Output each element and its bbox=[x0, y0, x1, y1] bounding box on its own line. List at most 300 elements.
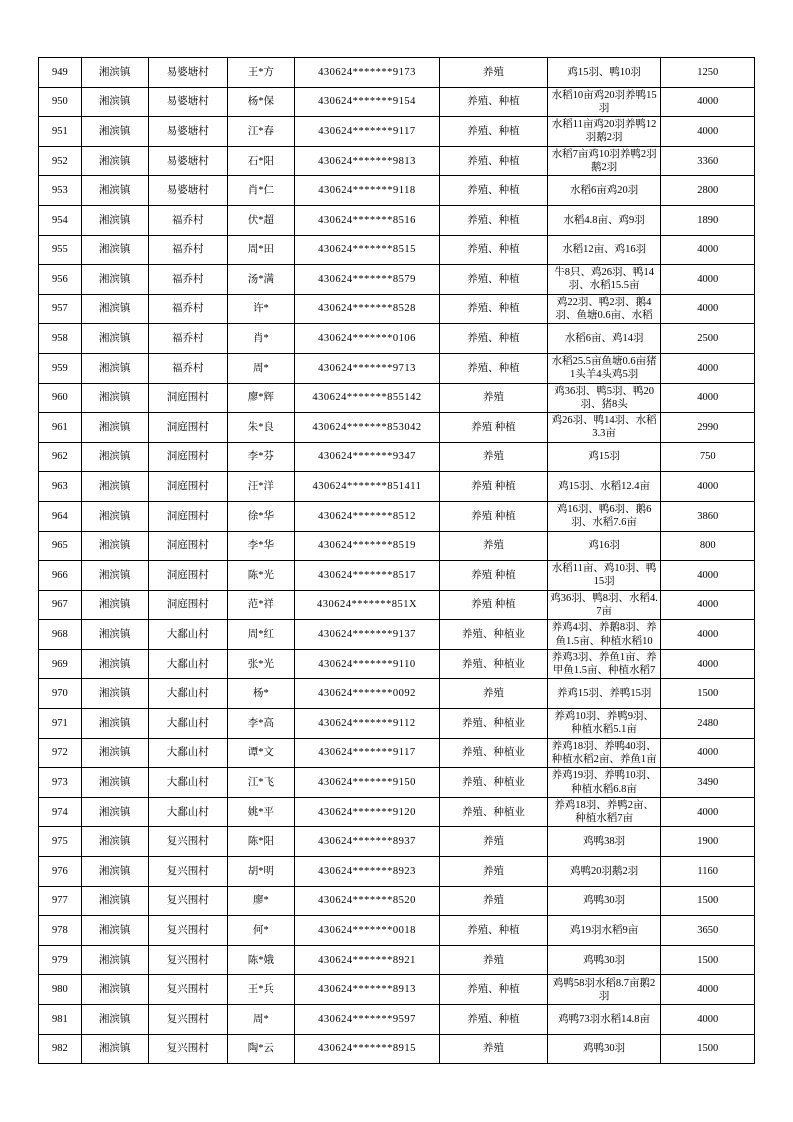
cell-no: 972 bbox=[39, 738, 82, 768]
cell-village: 洞庭围村 bbox=[148, 590, 227, 620]
cell-id: 430624*******9110 bbox=[294, 649, 439, 679]
cell-village: 洞庭围村 bbox=[148, 531, 227, 561]
cell-no: 954 bbox=[39, 205, 82, 235]
cell-amount: 4000 bbox=[661, 738, 755, 768]
table-row bbox=[39, 916, 755, 946]
cell-content: 水稻6亩鸡20羽 bbox=[547, 176, 661, 206]
cell-content: 鸡16羽 bbox=[547, 531, 661, 561]
cell-town: 湘滨镇 bbox=[81, 531, 148, 561]
cell-no: 971 bbox=[39, 709, 82, 739]
cell-no: 963 bbox=[39, 472, 82, 502]
cell-no: 959 bbox=[39, 353, 82, 383]
cell-id: 430624*******851X bbox=[294, 590, 439, 620]
cell-content: 鸡19羽水稻9亩 bbox=[547, 916, 661, 946]
cell-content: 鸡鸭38羽 bbox=[547, 827, 661, 857]
cell-id: 430624*******9117 bbox=[294, 738, 439, 768]
cell-no: 980 bbox=[39, 975, 82, 1005]
cell-type: 养殖 bbox=[440, 886, 548, 916]
cell-town: 湘滨镇 bbox=[81, 383, 148, 413]
cell-type: 养殖、种植 bbox=[440, 205, 548, 235]
cell-town: 湘滨镇 bbox=[81, 590, 148, 620]
cell-name: 石*阳 bbox=[227, 146, 294, 176]
cell-town: 湘滨镇 bbox=[81, 620, 148, 650]
cell-type: 养殖 种植 bbox=[440, 590, 548, 620]
cell-village: 洞庭围村 bbox=[148, 561, 227, 591]
cell-amount: 4000 bbox=[661, 117, 755, 147]
table-row bbox=[39, 1005, 755, 1035]
cell-village: 易婆塘村 bbox=[148, 58, 227, 88]
table-row bbox=[39, 886, 755, 916]
cell-name: 伏*超 bbox=[227, 205, 294, 235]
cell-name: 李*华 bbox=[227, 531, 294, 561]
table-row bbox=[39, 294, 755, 324]
cell-id: 430624*******9154 bbox=[294, 87, 439, 117]
cell-village: 洞庭围村 bbox=[148, 442, 227, 472]
cell-name: 肖*仁 bbox=[227, 176, 294, 206]
cell-type: 养殖 bbox=[440, 1034, 548, 1064]
cell-no: 952 bbox=[39, 146, 82, 176]
cell-name: 王*兵 bbox=[227, 975, 294, 1005]
cell-village: 复兴围村 bbox=[148, 886, 227, 916]
cell-type: 养殖、种植 bbox=[440, 87, 548, 117]
cell-name: 周*田 bbox=[227, 235, 294, 265]
cell-town: 湘滨镇 bbox=[81, 709, 148, 739]
cell-content: 养鸡18羽、养鸭40羽、种植水稻2亩、养鱼1亩 bbox=[547, 738, 661, 768]
cell-id: 430624*******9713 bbox=[294, 353, 439, 383]
cell-type: 养殖、种植业 bbox=[440, 709, 548, 739]
cell-village: 洞庭围村 bbox=[148, 413, 227, 443]
cell-name: 周*红 bbox=[227, 620, 294, 650]
cell-amount: 3650 bbox=[661, 916, 755, 946]
cell-name: 李*芬 bbox=[227, 442, 294, 472]
cell-id: 430624*******8579 bbox=[294, 265, 439, 295]
cell-amount: 4000 bbox=[661, 975, 755, 1005]
cell-amount: 4000 bbox=[661, 87, 755, 117]
cell-village: 易婆塘村 bbox=[148, 117, 227, 147]
table-row bbox=[39, 265, 755, 295]
cell-village: 洞庭围村 bbox=[148, 472, 227, 502]
cell-name: 张*光 bbox=[227, 649, 294, 679]
cell-id: 430624*******8937 bbox=[294, 827, 439, 857]
cell-id: 430624*******8915 bbox=[294, 1034, 439, 1064]
table-row bbox=[39, 472, 755, 502]
cell-content: 鸡15羽 bbox=[547, 442, 661, 472]
cell-no: 957 bbox=[39, 294, 82, 324]
table-row bbox=[39, 857, 755, 887]
cell-type: 养殖、种植 bbox=[440, 235, 548, 265]
cell-id: 430624*******8921 bbox=[294, 945, 439, 975]
cell-town: 湘滨镇 bbox=[81, 146, 148, 176]
cell-town: 湘滨镇 bbox=[81, 827, 148, 857]
table-row bbox=[39, 945, 755, 975]
cell-name: 汪*洋 bbox=[227, 472, 294, 502]
cell-no: 982 bbox=[39, 1034, 82, 1064]
table-row bbox=[39, 827, 755, 857]
cell-amount: 4000 bbox=[661, 472, 755, 502]
cell-id: 430624*******8519 bbox=[294, 531, 439, 561]
cell-name: 肖* bbox=[227, 324, 294, 354]
cell-id: 430624*******0018 bbox=[294, 916, 439, 946]
cell-village: 复兴围村 bbox=[148, 857, 227, 887]
cell-name: 胡*明 bbox=[227, 857, 294, 887]
cell-name: 汤*满 bbox=[227, 265, 294, 295]
cell-name: 周* bbox=[227, 1005, 294, 1035]
cell-name: 何* bbox=[227, 916, 294, 946]
table-row bbox=[39, 205, 755, 235]
cell-no: 974 bbox=[39, 797, 82, 827]
cell-type: 养殖、种植业 bbox=[440, 797, 548, 827]
cell-content: 水稻12亩、鸡16羽 bbox=[547, 235, 661, 265]
table-row bbox=[39, 797, 755, 827]
cell-town: 湘滨镇 bbox=[81, 472, 148, 502]
cell-town: 湘滨镇 bbox=[81, 501, 148, 531]
cell-id: 430624*******9120 bbox=[294, 797, 439, 827]
cell-town: 湘滨镇 bbox=[81, 205, 148, 235]
cell-type: 养殖 bbox=[440, 531, 548, 561]
cell-id: 430624*******8517 bbox=[294, 561, 439, 591]
cell-village: 大鄱山村 bbox=[148, 709, 227, 739]
table-row bbox=[39, 768, 755, 798]
cell-amount: 2500 bbox=[661, 324, 755, 354]
cell-id: 430624*******9137 bbox=[294, 620, 439, 650]
cell-name: 杨* bbox=[227, 679, 294, 709]
cell-town: 湘滨镇 bbox=[81, 294, 148, 324]
cell-no: 962 bbox=[39, 442, 82, 472]
table-row bbox=[39, 620, 755, 650]
cell-amount: 1900 bbox=[661, 827, 755, 857]
cell-type: 养殖、种植 bbox=[440, 117, 548, 147]
cell-amount: 4000 bbox=[661, 649, 755, 679]
cell-type: 养殖 bbox=[440, 857, 548, 887]
cell-content: 水稻11亩、鸡10羽、鸭15羽 bbox=[547, 561, 661, 591]
table-body bbox=[39, 58, 755, 1064]
table-row bbox=[39, 383, 755, 413]
cell-amount: 4000 bbox=[661, 1005, 755, 1035]
cell-town: 湘滨镇 bbox=[81, 117, 148, 147]
cell-content: 鸡16羽、鸭6羽、鹅6羽、水稻7.6亩 bbox=[547, 501, 661, 531]
cell-content: 牛8只、鸡26羽、鸭14羽、水稻15.5亩 bbox=[547, 265, 661, 295]
cell-no: 966 bbox=[39, 561, 82, 591]
cell-town: 湘滨镇 bbox=[81, 797, 148, 827]
cell-amount: 1500 bbox=[661, 945, 755, 975]
cell-type: 养殖 种植 bbox=[440, 472, 548, 502]
cell-content: 养鸡4羽、养鹅8羽、养鱼1.5亩、种植水稻10 bbox=[547, 620, 661, 650]
cell-town: 湘滨镇 bbox=[81, 679, 148, 709]
cell-type: 养殖 bbox=[440, 827, 548, 857]
cell-name: 廖* bbox=[227, 886, 294, 916]
cell-content: 养鸡3羽、养鱼1亩、养甲鱼1.5亩、种植水稻7 bbox=[547, 649, 661, 679]
cell-no: 975 bbox=[39, 827, 82, 857]
table-row bbox=[39, 353, 755, 383]
cell-town: 湘滨镇 bbox=[81, 916, 148, 946]
cell-village: 大鄱山村 bbox=[148, 768, 227, 798]
cell-village: 福乔村 bbox=[148, 294, 227, 324]
cell-no: 955 bbox=[39, 235, 82, 265]
cell-id: 430624*******9150 bbox=[294, 768, 439, 798]
cell-content: 水稻11亩鸡20羽养鸭12羽鹅2羽 bbox=[547, 117, 661, 147]
cell-name: 王*方 bbox=[227, 58, 294, 88]
cell-type: 养殖 种植 bbox=[440, 501, 548, 531]
cell-name: 陶*云 bbox=[227, 1034, 294, 1064]
cell-no: 977 bbox=[39, 886, 82, 916]
cell-id: 430624*******8923 bbox=[294, 857, 439, 887]
cell-type: 养殖、种植 bbox=[440, 916, 548, 946]
cell-id: 430624*******9117 bbox=[294, 117, 439, 147]
cell-name: 周* bbox=[227, 353, 294, 383]
cell-amount: 1500 bbox=[661, 679, 755, 709]
cell-type: 养殖、种植业 bbox=[440, 620, 548, 650]
cell-village: 大鄱山村 bbox=[148, 797, 227, 827]
cell-no: 970 bbox=[39, 679, 82, 709]
cell-no: 964 bbox=[39, 501, 82, 531]
cell-village: 大鄱山村 bbox=[148, 679, 227, 709]
cell-type: 养殖 bbox=[440, 679, 548, 709]
cell-village: 大鄱山村 bbox=[148, 738, 227, 768]
cell-content: 水稻25.5亩鱼塘0.6亩猪1头羊4头鸡5羽 bbox=[547, 353, 661, 383]
cell-id: 430624*******8515 bbox=[294, 235, 439, 265]
cell-name: 陈*阳 bbox=[227, 827, 294, 857]
cell-content: 鸡26羽、鸭14羽、水稻3.3亩 bbox=[547, 413, 661, 443]
cell-id: 430624*******8512 bbox=[294, 501, 439, 531]
cell-content: 水稻6亩、鸡14羽 bbox=[547, 324, 661, 354]
cell-amount: 1500 bbox=[661, 886, 755, 916]
cell-content: 水稻4.8亩、鸡9羽 bbox=[547, 205, 661, 235]
table-row bbox=[39, 561, 755, 591]
cell-type: 养殖、种植 bbox=[440, 975, 548, 1005]
cell-amount: 3360 bbox=[661, 146, 755, 176]
cell-town: 湘滨镇 bbox=[81, 58, 148, 88]
cell-village: 福乔村 bbox=[148, 235, 227, 265]
table-row bbox=[39, 531, 755, 561]
cell-content: 水稻10亩鸡20羽养鸭15羽 bbox=[547, 87, 661, 117]
cell-content: 鸡22羽、鸭2羽、鹅4羽、鱼塘0.6亩、水稻 bbox=[547, 294, 661, 324]
cell-town: 湘滨镇 bbox=[81, 265, 148, 295]
cell-content: 水稻7亩鸡10羽养鸭2羽鹅2羽 bbox=[547, 146, 661, 176]
table-row bbox=[39, 87, 755, 117]
cell-town: 湘滨镇 bbox=[81, 442, 148, 472]
cell-amount: 1500 bbox=[661, 1034, 755, 1064]
table-row bbox=[39, 590, 755, 620]
table-row bbox=[39, 235, 755, 265]
cell-name: 江*飞 bbox=[227, 768, 294, 798]
table-row bbox=[39, 442, 755, 472]
cell-no: 978 bbox=[39, 916, 82, 946]
cell-amount: 2800 bbox=[661, 176, 755, 206]
table-row bbox=[39, 58, 755, 88]
cell-amount: 750 bbox=[661, 442, 755, 472]
cell-type: 养殖 bbox=[440, 945, 548, 975]
cell-amount: 2480 bbox=[661, 709, 755, 739]
cell-type: 养殖、种植 bbox=[440, 353, 548, 383]
cell-content: 鸡鸭58羽水稻8.7亩鹅2羽 bbox=[547, 975, 661, 1005]
cell-type: 养殖 种植 bbox=[440, 561, 548, 591]
cell-no: 968 bbox=[39, 620, 82, 650]
cell-amount: 1250 bbox=[661, 58, 755, 88]
cell-content: 养鸡10羽、养鸭9羽、种植水稻5.1亩 bbox=[547, 709, 661, 739]
cell-amount: 4000 bbox=[661, 620, 755, 650]
cell-amount: 2990 bbox=[661, 413, 755, 443]
cell-name: 徐*华 bbox=[227, 501, 294, 531]
cell-type: 养殖 bbox=[440, 442, 548, 472]
cell-village: 复兴围村 bbox=[148, 916, 227, 946]
cell-no: 951 bbox=[39, 117, 82, 147]
cell-content: 鸡15羽、水稻12.4亩 bbox=[547, 472, 661, 502]
cell-type: 养殖、种植 bbox=[440, 265, 548, 295]
cell-content: 鸡36羽、鸭5羽、鸭20羽、猪8头 bbox=[547, 383, 661, 413]
cell-village: 复兴围村 bbox=[148, 1005, 227, 1035]
cell-content: 鸡鸭73羽水稻14.8亩 bbox=[547, 1005, 661, 1035]
cell-town: 湘滨镇 bbox=[81, 353, 148, 383]
table-row bbox=[39, 975, 755, 1005]
cell-town: 湘滨镇 bbox=[81, 886, 148, 916]
cell-id: 430624*******9813 bbox=[294, 146, 439, 176]
cell-id: 430624*******8528 bbox=[294, 294, 439, 324]
cell-id: 430624*******9173 bbox=[294, 58, 439, 88]
cell-id: 430624*******8520 bbox=[294, 886, 439, 916]
cell-id: 430624*******9118 bbox=[294, 176, 439, 206]
cell-amount: 1160 bbox=[661, 857, 755, 887]
cell-amount: 4000 bbox=[661, 590, 755, 620]
cell-id: 430624*******9112 bbox=[294, 709, 439, 739]
cell-village: 复兴围村 bbox=[148, 975, 227, 1005]
table-row bbox=[39, 413, 755, 443]
cell-village: 复兴围村 bbox=[148, 1034, 227, 1064]
cell-village: 福乔村 bbox=[148, 353, 227, 383]
cell-town: 湘滨镇 bbox=[81, 857, 148, 887]
cell-type: 养殖 种植 bbox=[440, 413, 548, 443]
cell-id: 430624*******0092 bbox=[294, 679, 439, 709]
cell-amount: 4000 bbox=[661, 797, 755, 827]
cell-id: 430624*******9597 bbox=[294, 1005, 439, 1035]
cell-type: 养殖、种植业 bbox=[440, 738, 548, 768]
cell-town: 湘滨镇 bbox=[81, 768, 148, 798]
cell-town: 湘滨镇 bbox=[81, 176, 148, 206]
table-row bbox=[39, 176, 755, 206]
cell-type: 养殖 bbox=[440, 383, 548, 413]
cell-town: 湘滨镇 bbox=[81, 413, 148, 443]
table-row bbox=[39, 501, 755, 531]
cell-type: 养殖、种植 bbox=[440, 294, 548, 324]
cell-amount: 800 bbox=[661, 531, 755, 561]
cell-type: 养殖、种植业 bbox=[440, 649, 548, 679]
cell-id: 430624*******0106 bbox=[294, 324, 439, 354]
cell-no: 981 bbox=[39, 1005, 82, 1035]
cell-id: 430624*******8913 bbox=[294, 975, 439, 1005]
cell-name: 陈*光 bbox=[227, 561, 294, 591]
cell-type: 养殖 bbox=[440, 58, 548, 88]
cell-no: 958 bbox=[39, 324, 82, 354]
cell-amount: 3490 bbox=[661, 768, 755, 798]
table-row bbox=[39, 117, 755, 147]
cell-town: 湘滨镇 bbox=[81, 87, 148, 117]
cell-name: 江*春 bbox=[227, 117, 294, 147]
cell-name: 朱*良 bbox=[227, 413, 294, 443]
cell-no: 967 bbox=[39, 590, 82, 620]
cell-name: 范*祥 bbox=[227, 590, 294, 620]
cell-name: 李*高 bbox=[227, 709, 294, 739]
table-row bbox=[39, 324, 755, 354]
cell-content: 养鸡18羽、养鸭2亩、种植水稻7亩 bbox=[547, 797, 661, 827]
table-row bbox=[39, 649, 755, 679]
cell-village: 易婆塘村 bbox=[148, 176, 227, 206]
table-row bbox=[39, 738, 755, 768]
cell-no: 949 bbox=[39, 58, 82, 88]
cell-town: 湘滨镇 bbox=[81, 1005, 148, 1035]
cell-id: 430624*******853042 bbox=[294, 413, 439, 443]
cell-content: 鸡鸭20羽鹅2羽 bbox=[547, 857, 661, 887]
cell-village: 易婆塘村 bbox=[148, 146, 227, 176]
cell-amount: 1890 bbox=[661, 205, 755, 235]
cell-town: 湘滨镇 bbox=[81, 945, 148, 975]
cell-village: 复兴围村 bbox=[148, 945, 227, 975]
cell-type: 养殖、种植 bbox=[440, 1005, 548, 1035]
cell-village: 福乔村 bbox=[148, 324, 227, 354]
cell-amount: 4000 bbox=[661, 265, 755, 295]
cell-content: 养鸡19羽、养鸭10羽、种植水稻6.8亩 bbox=[547, 768, 661, 798]
cell-content: 鸡15羽、鸭10羽 bbox=[547, 58, 661, 88]
cell-village: 福乔村 bbox=[148, 205, 227, 235]
cell-name: 陈*娥 bbox=[227, 945, 294, 975]
cell-amount: 3860 bbox=[661, 501, 755, 531]
cell-town: 湘滨镇 bbox=[81, 975, 148, 1005]
table-row bbox=[39, 146, 755, 176]
cell-name: 许* bbox=[227, 294, 294, 324]
cell-name: 姚*平 bbox=[227, 797, 294, 827]
cell-type: 养殖、种植业 bbox=[440, 768, 548, 798]
cell-amount: 4000 bbox=[661, 294, 755, 324]
cell-type: 养殖、种植 bbox=[440, 146, 548, 176]
cell-no: 960 bbox=[39, 383, 82, 413]
cell-id: 430624*******855142 bbox=[294, 383, 439, 413]
cell-no: 976 bbox=[39, 857, 82, 887]
cell-town: 湘滨镇 bbox=[81, 324, 148, 354]
cell-name: 谭*文 bbox=[227, 738, 294, 768]
cell-village: 福乔村 bbox=[148, 265, 227, 295]
cell-no: 956 bbox=[39, 265, 82, 295]
cell-name: 杨*保 bbox=[227, 87, 294, 117]
cell-id: 430624*******8516 bbox=[294, 205, 439, 235]
subsidy-table bbox=[38, 57, 755, 1064]
cell-village: 洞庭围村 bbox=[148, 383, 227, 413]
cell-type: 养殖、种植 bbox=[440, 324, 548, 354]
cell-no: 953 bbox=[39, 176, 82, 206]
cell-content: 鸡鸭30羽 bbox=[547, 886, 661, 916]
cell-village: 大鄱山村 bbox=[148, 649, 227, 679]
cell-no: 979 bbox=[39, 945, 82, 975]
cell-village: 复兴围村 bbox=[148, 827, 227, 857]
cell-village: 大鄱山村 bbox=[148, 620, 227, 650]
cell-content: 鸡鸭30羽 bbox=[547, 1034, 661, 1064]
cell-town: 湘滨镇 bbox=[81, 649, 148, 679]
cell-type: 养殖、种植 bbox=[440, 176, 548, 206]
cell-no: 965 bbox=[39, 531, 82, 561]
cell-no: 961 bbox=[39, 413, 82, 443]
cell-village: 洞庭围村 bbox=[148, 501, 227, 531]
cell-amount: 4000 bbox=[661, 235, 755, 265]
cell-town: 湘滨镇 bbox=[81, 235, 148, 265]
cell-no: 973 bbox=[39, 768, 82, 798]
cell-town: 湘滨镇 bbox=[81, 738, 148, 768]
cell-content: 养鸡15羽、养鸭15羽 bbox=[547, 679, 661, 709]
table-row bbox=[39, 1034, 755, 1064]
cell-amount: 4000 bbox=[661, 561, 755, 591]
cell-amount: 4000 bbox=[661, 353, 755, 383]
table-row bbox=[39, 709, 755, 739]
cell-town: 湘滨镇 bbox=[81, 1034, 148, 1064]
cell-amount: 4000 bbox=[661, 383, 755, 413]
cell-content: 鸡鸭30羽 bbox=[547, 945, 661, 975]
cell-village: 易婆塘村 bbox=[148, 87, 227, 117]
